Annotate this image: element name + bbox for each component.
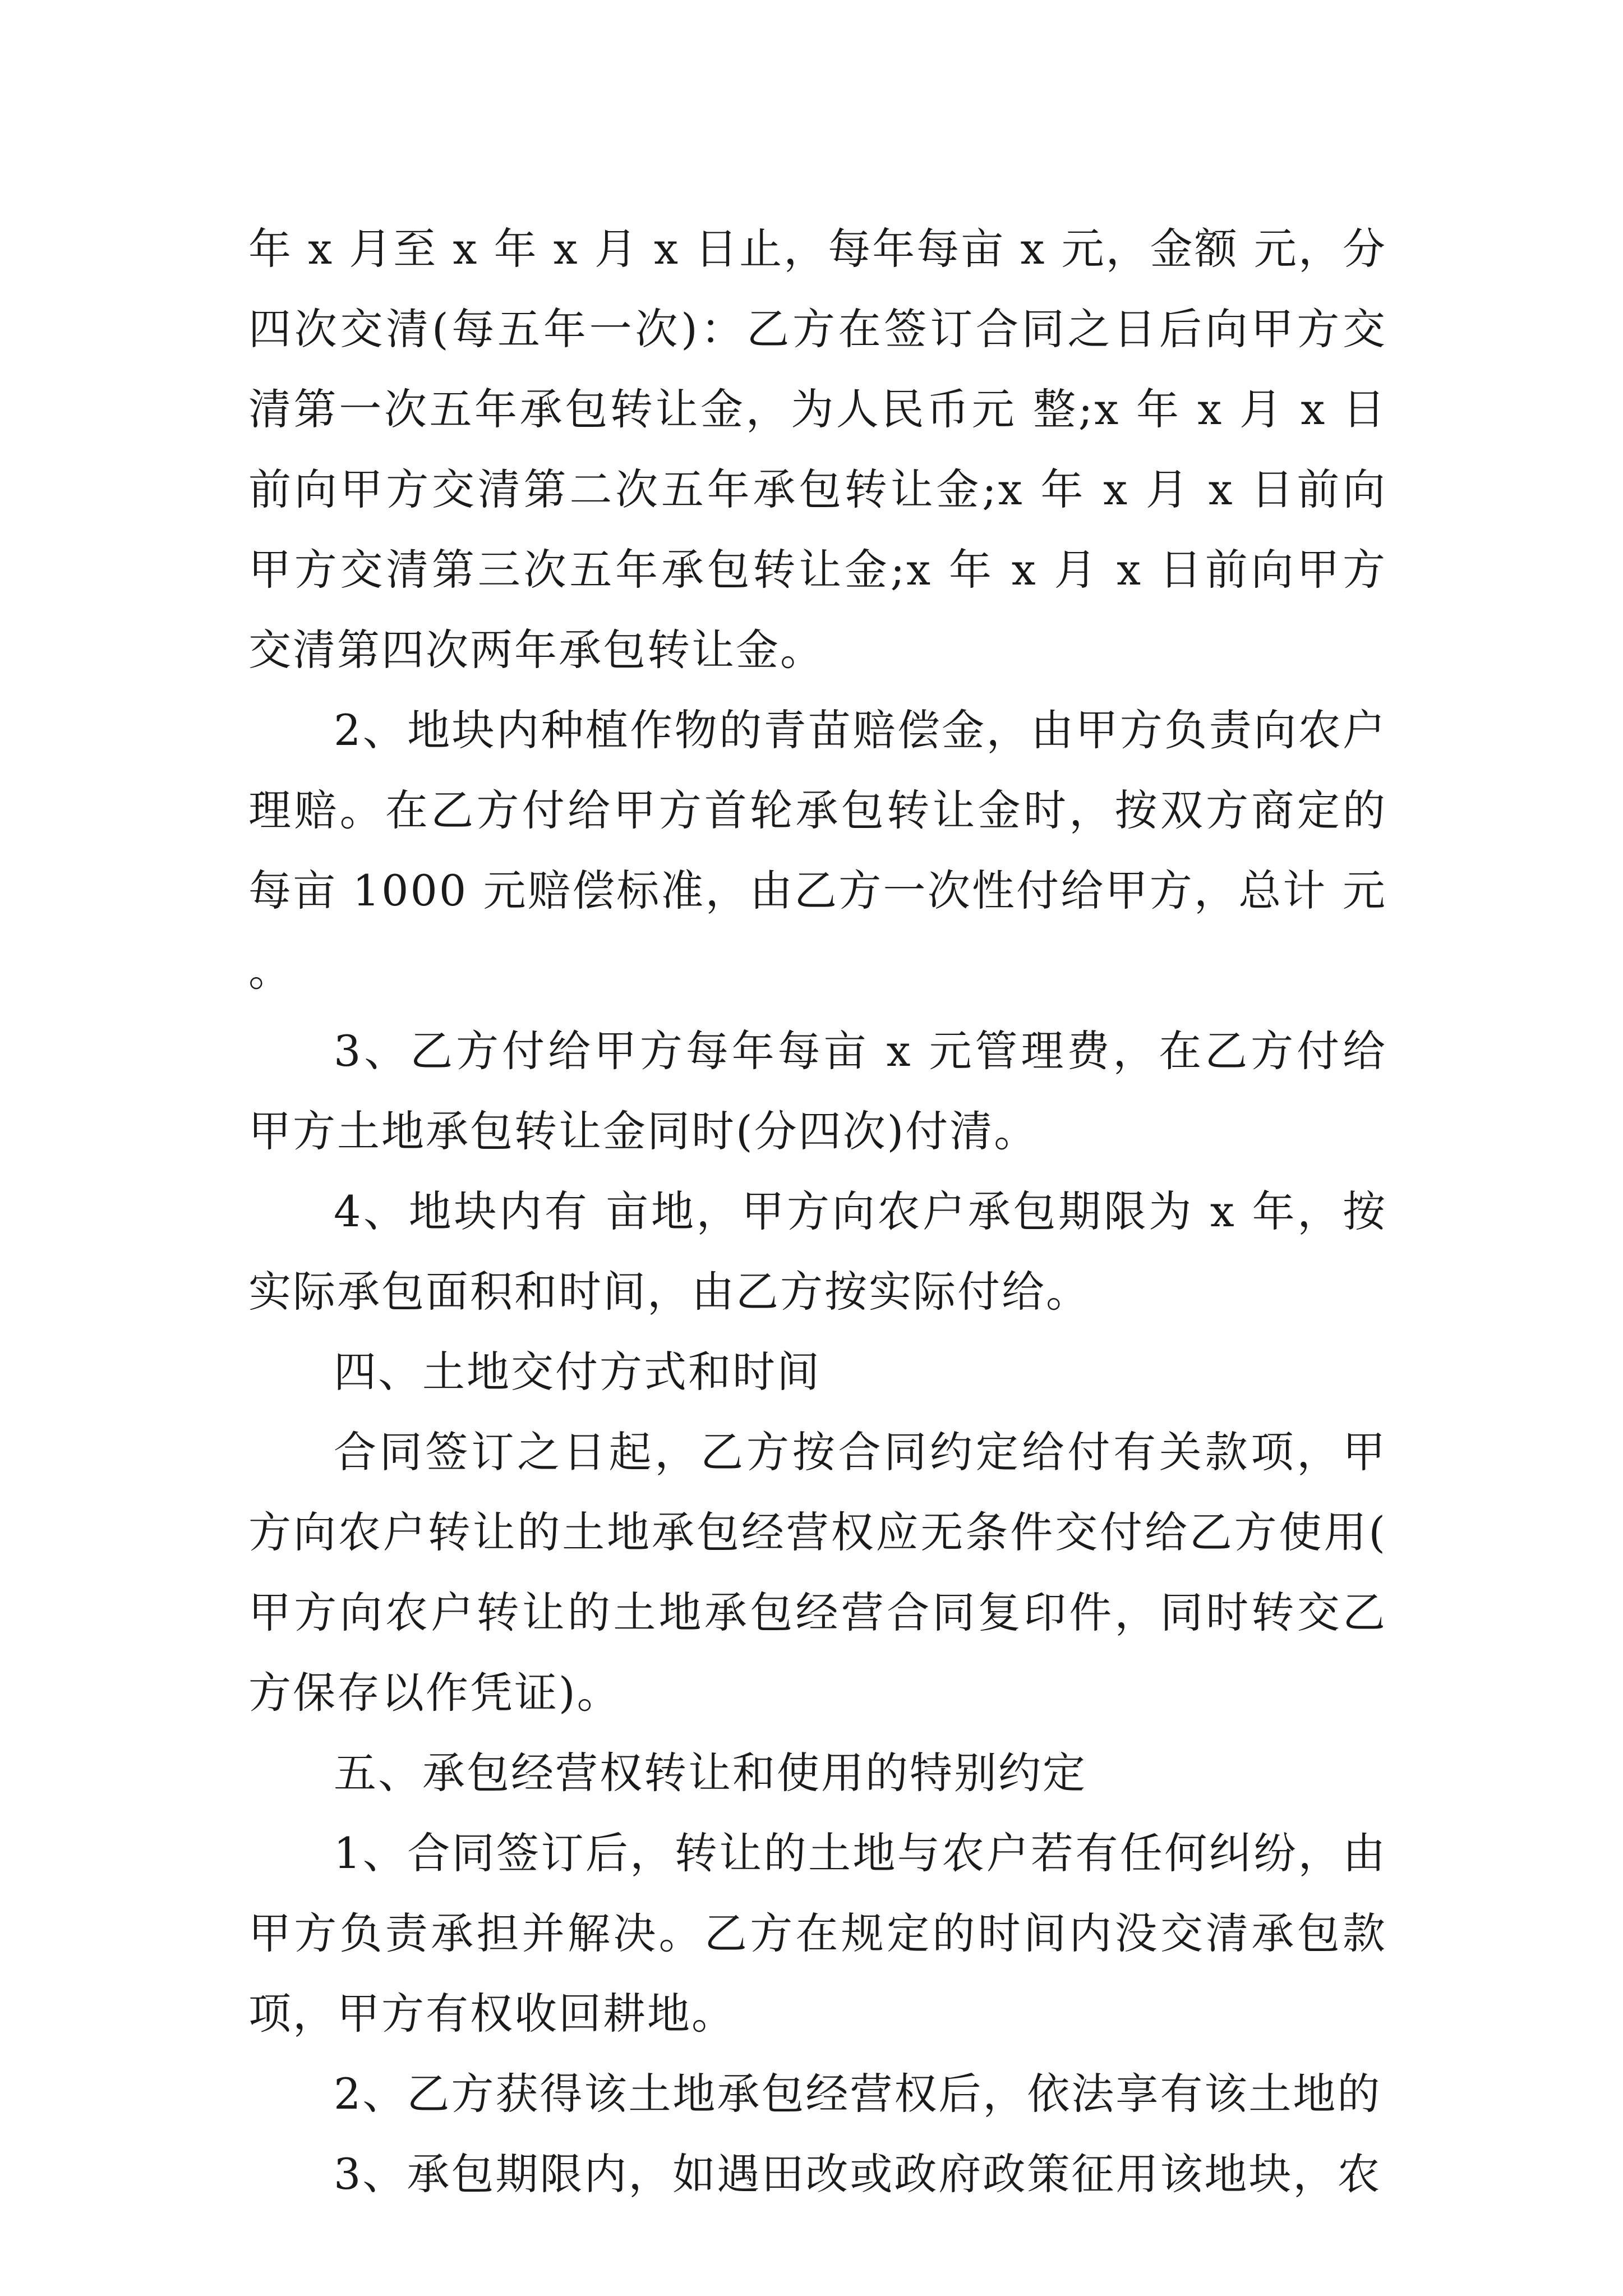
paragraph-payment-schedule: 年 x 月至 x 年 x 月 x 日止，每年每亩 x 元，金额 元，分四次交清(每五年一次)：乙方在签订合同之日后向甲方交清第一次五年承包转让金，为人民币元 整;x 年 x 月 x 日前向甲方交清第二次五年承包转让金;x 年 x 月 x 日前向甲方交清第三次五年承包转让金;x 年 x 月 x 日前向甲方交清第四次两年承包转让金。 — [248, 224, 1387, 675]
paragraph-dispute-resolution: 1、合同签订后，转让的土地与农户若有任何纠纷，由甲方负责承担并解决。乙方在规定的时间内没交清承包款项，甲方有权收回耕地。 — [248, 1828, 1387, 2039]
paragraph-crop-compensation: 2、地块内种植作物的青苗赔偿金，由甲方负责向农户理赔。在乙方付给甲方首轮承包转让金时，按双方商定的每亩 1000 元赔偿标准，由乙方一次性付给甲方，总计 元。 — [248, 705, 1387, 996]
paragraph-rights-after-transfer: 2、乙方获得该土地承包经营权后，依法享有该土地的 — [334, 2069, 1382, 2119]
paragraph-land-delivery: 合同签订之日起，乙方按合同约定给付有关款项，甲方向农户转让的土地承包经营权应无条件交付给乙方使用(甲方向农户转让的土地承包经营合同复印件，同时转交乙方保存以作凭证)。 — [248, 1427, 1387, 1718]
section-heading-land-delivery: 四、土地交付方式和时间 — [334, 1347, 821, 1397]
paragraph-management-fee: 3、乙方付给甲方每年每亩 x 元管理费，在乙方付给甲方土地承包转让金同时(分四次)付清。 — [248, 1026, 1387, 1156]
document-body — [248, 209, 1387, 2214]
section-heading-special-terms: 五、承包经营权转让和使用的特别约定 — [334, 1748, 1087, 1798]
paragraph-contract-term: 4、地块内有 亩地，甲方向农户承包期限为 x 年，按实际承包面积和时间，由乙方按实际付给。 — [248, 1186, 1387, 1317]
paragraph-government-requisition: 3、承包期限内，如遇田改或政府政策征用该地块，农 — [334, 2149, 1382, 2199]
